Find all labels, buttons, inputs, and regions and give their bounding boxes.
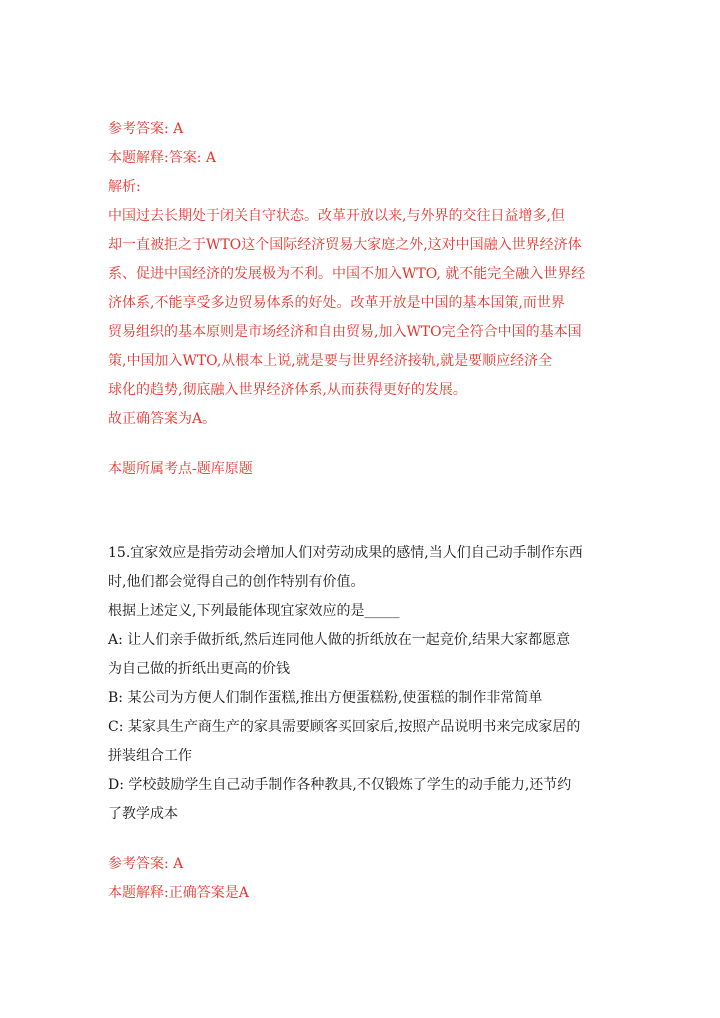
- option-c-line: C: 某家具生产商生产的家具需要顾客买回家后,按照产品说明书来完成家居的: [108, 719, 581, 735]
- question-stem-line: 15.宜家效应是指劳动会增加人们对劳动成果的感情,当人们自己动手制作东西: [108, 545, 583, 561]
- analysis-label: 解析:: [108, 179, 141, 195]
- reference-answer: 参考答案: A: [108, 121, 184, 137]
- explanation-heading: 本题解释:答案: A: [108, 150, 216, 166]
- analysis-line: 系、促进中国经济的发展极为不利。中国不加入WTO, 就不能完全融入世界经: [108, 266, 586, 282]
- explanation: 本题解释:正确答案是A: [108, 885, 249, 901]
- answer-section: [108, 850, 618, 908]
- option-d-line: 了教学成本: [108, 806, 178, 822]
- option-b-line: B: 某公司为方便人们制作蛋糕,推出方便蛋糕粉,使蛋糕的制作非常简单: [108, 690, 543, 706]
- source-note-section: [108, 455, 618, 484]
- previous-answer-section: [108, 115, 618, 434]
- question-prompt: 根据上述定义,下列最能体现宜家效应的是_____: [108, 603, 400, 619]
- conclusion: 故正确答案为A。: [108, 411, 217, 427]
- analysis-line: 中国过去长期处于闭关自守状态。改革开放以来,与外界的交往日益增多,但: [108, 208, 565, 224]
- question-section: [108, 539, 618, 829]
- analysis-line: 球化的趋势,彻底融入世界经济体系,从而获得更好的发展。: [108, 382, 467, 398]
- question-stem-line: 时,他们都会觉得自己的创作特别有价值。: [108, 574, 365, 590]
- option-a-line: A: 让人们亲手做折纸,然后连同他人做的折纸放在一起竞价,结果大家都愿意: [108, 632, 571, 648]
- source-note: 本题所属考点-题库原题: [108, 461, 253, 477]
- analysis-line: 济体系,不能享受多边贸易体系的好处。改革开放是中国的基本国策,而世界: [108, 295, 565, 311]
- option-c-line: 拼装组合工作: [108, 748, 192, 764]
- analysis-line: 策,中国加入WTO,从根本上说,就是要与世界经济接轨,就是要顺应经济全: [108, 353, 553, 369]
- option-a-line: 为自己做的折纸出更高的价钱: [108, 661, 290, 677]
- analysis-line: 贸易组织的基本原则是市场经济和自由贸易,加入WTO完全符合中国的基本国: [108, 324, 582, 340]
- reference-answer: 参考答案: A: [108, 856, 184, 872]
- option-d-line: D: 学校鼓励学生自己动手制作各种教具,不仅锻炼了学生的动手能力,还节约: [108, 777, 572, 793]
- analysis-line: 却一直被拒之于WTO这个国际经济贸易大家庭之外,这对中国融入世界经济体: [108, 237, 582, 253]
